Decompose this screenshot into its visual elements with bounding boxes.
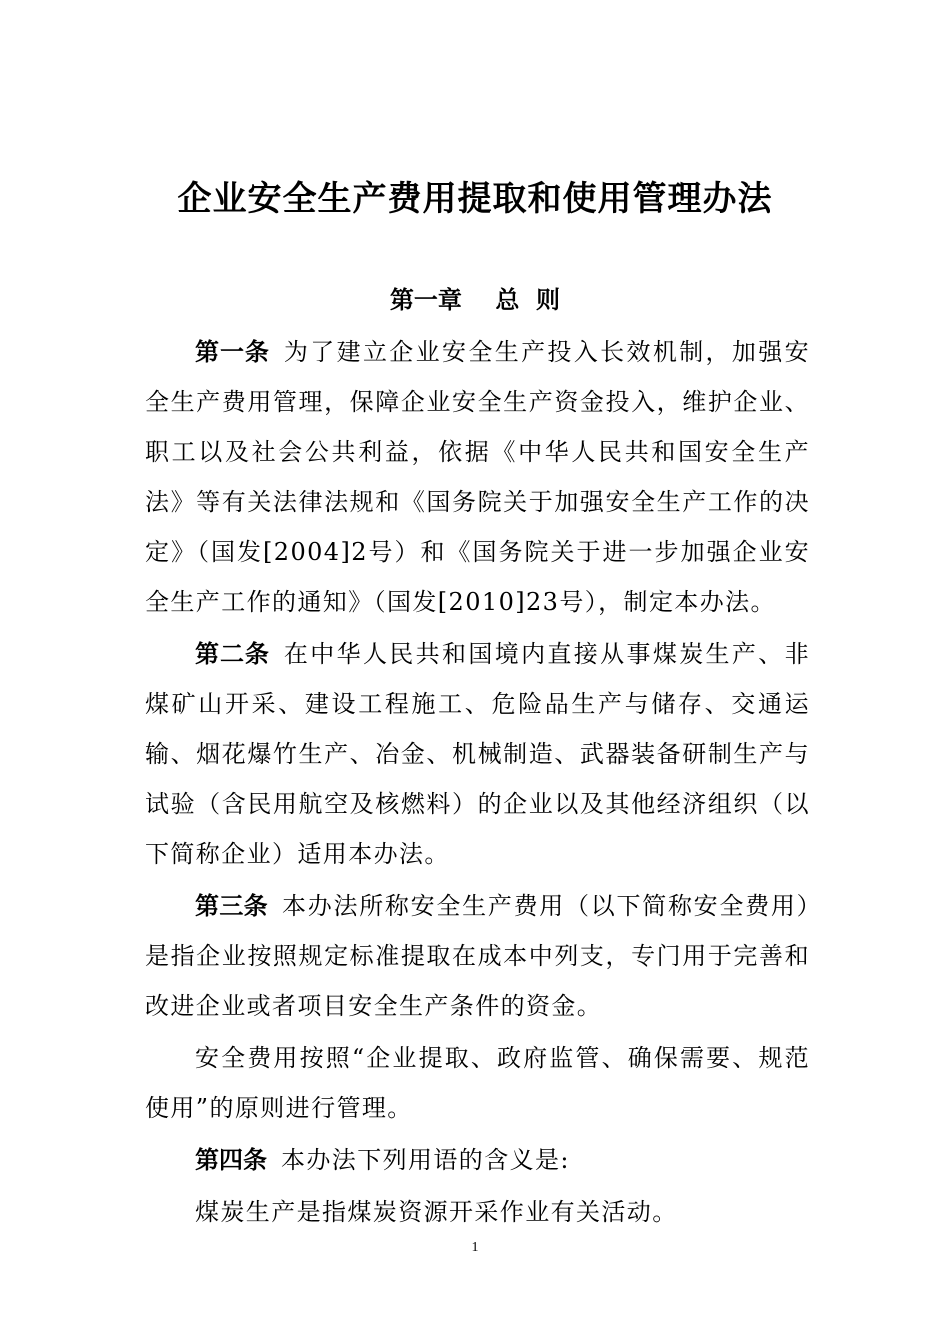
article-1 (145, 327, 810, 627)
article-4-definition (145, 1187, 810, 1237)
article-text: 煤炭生产是指煤炭资源开采作业有关活动。 (195, 1198, 678, 1226)
article-label: 第四条 (195, 1146, 267, 1174)
article-label: 第一条 (195, 338, 270, 366)
article-text: 安全费用按照“企业提取、政府监管、确保需要、规范使用”的原则进行管理。 (145, 1044, 810, 1122)
article-3 (145, 881, 810, 1031)
article-text: 本办法所称安全生产费用（以下简称安全费用）是指企业按照规定标准提取在成本中列支，专门用于完善和改进企业或者项目安全生产条件的资金。 (145, 892, 811, 1020)
article-4 (145, 1135, 810, 1185)
page-number: 1 (471, 1240, 479, 1255)
document-title: 企业安全生产费用提取和使用管理办法 (177, 179, 773, 219)
article-label: 第二条 (195, 640, 270, 668)
article-text: 本办法下列用语的含义是: (281, 1146, 570, 1174)
article-label: 第三条 (195, 892, 268, 920)
article-text: 在中华人民共和国境内直接从事煤炭生产、非煤矿山开采、建设工程施工、危险品生产与储存、交通运输、烟花爆竹生产、冶金、机械制造、武器装备研制生产与试验（含民用航空及核燃料）的企业以及其他经济组织（以下简称企业）适用本办法。 (145, 640, 811, 868)
document-body (145, 327, 810, 1239)
chapter-heading: 第一章 总 则 (389, 286, 561, 314)
article-text: 为了建立企业安全生产投入长效机制，加强安全生产费用管理，保障企业安全生产资金投入，维护企业、职工以及社会公共利益，依据《中华人民共和国安全生产法》等有关法律法规和《国务院关于加强安全生产工作的决定》（国发[2004]2号）和《国务院关于进一步加强企业安全生产工作的通知》（国发[2010]23号），制定本办法。 (145, 338, 811, 616)
article-2 (145, 629, 810, 879)
article-3-continuation (145, 1033, 810, 1133)
